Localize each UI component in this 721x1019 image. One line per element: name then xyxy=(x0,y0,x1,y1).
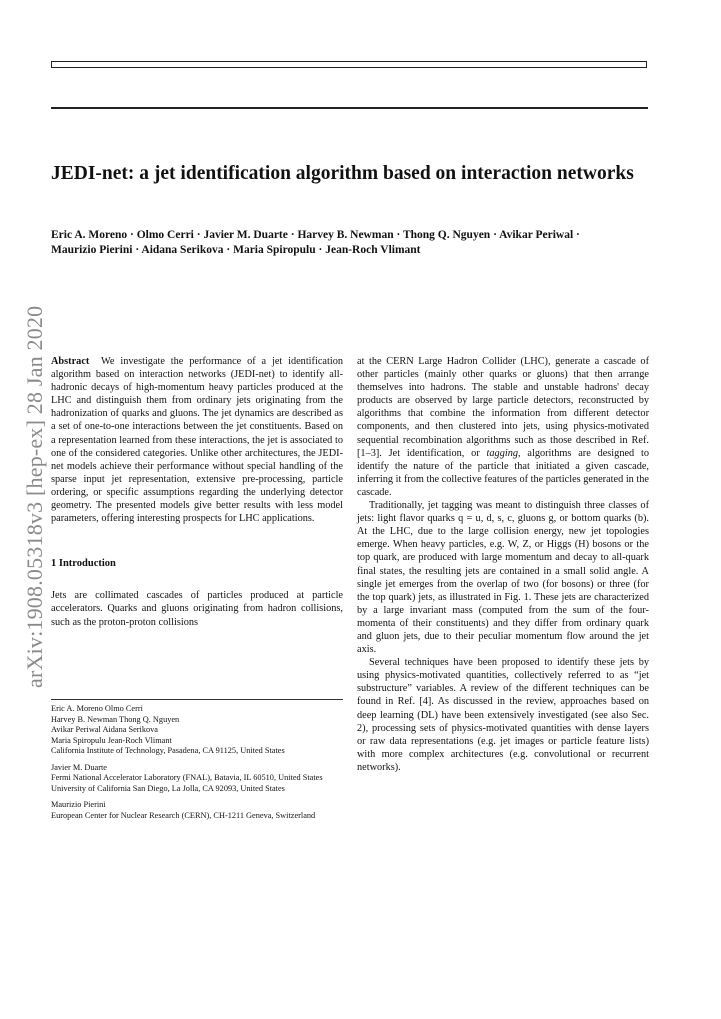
footnote-rule xyxy=(51,699,343,700)
abstract xyxy=(51,355,343,525)
affiliation-names: Avikar Periwal Aidana Serikova xyxy=(51,725,158,734)
section-heading-introduction: 1 Introduction xyxy=(51,558,116,570)
affiliation-names: Maria Spiropulu Jean-Roch Vlimant xyxy=(51,735,172,745)
affiliation-institution: University of California San Diego, La Jolla, CA 92093, United States xyxy=(51,783,285,793)
intro-text: , algorithms are designed to identify the nature of the particle that initiated a given cascade, inferring it from the collective features of the particles generated in the cascade. xyxy=(357,447,649,498)
paper-title: JEDI-net: a jet identification algorithm based on interaction networks xyxy=(51,163,634,184)
affiliation-block xyxy=(51,704,343,757)
right-column xyxy=(357,355,649,774)
header-rule xyxy=(51,107,648,109)
emphasis-tagging: tagging xyxy=(486,447,519,459)
arxiv-identifier[interactable]: arXiv:1908.05318v3 [hep-ex] 28 Jan 2020 xyxy=(22,305,47,688)
intro-paragraph-2: Traditionally, jet tagging was meant to distinguish three classes of jets: light flavor quarks q = u, d, s, c, gluons g, or bottom quarks (b). At the LHC, due to the large collision energy, new jet topologies emerge. When heavy particles, e.g. W, Z, or Higgs (H) bosons or the top quark, are produced with large momentum and decay to all-quark final states, the resulting jets are contained in a small solid angle. A single jet emerges from the overlap of two (for bosons) or three (for the top quark) jets, as illustrated in Fig. 1. These jets are characterized by a large invariant mass (computed from the sum of the four-momenta of their constituents) and they differ from ordinary quark and gluon jets, due to their peculiar momentum flow around the jet axis. xyxy=(357,500,649,656)
affiliation-names: Eric A. Moreno Olmo Cerri xyxy=(51,704,143,713)
affiliation-institution: Fermi National Accelerator Laboratory (FNAL), Batavia, IL 60510, United States xyxy=(51,773,323,782)
intro-text: at the CERN Large Hadron Collider (LHC), generate a cascade of other particles (mainly other quarks or gluons) that then arrange themselves into hadrons. The stable and unstable hadrons' decay products are observed by large particle detectors, reconstructed by algorithms that combine the information from different detector components, and then clustered into jets, using physics-motivated sequential recombination algorithms such as those described in Ref. [1–3]. Jet identification, or xyxy=(357,356,649,459)
intro-paragraph-left: Jets are collimated cascades of particles produced at particle accelerators. Quarks and gluons originating from hadron collisions, such as the proton-proton collisions xyxy=(51,590,343,628)
abstract-label: Abstract xyxy=(51,356,90,367)
intro-paragraph-1 xyxy=(357,355,649,499)
abstract-text: We investigate the performance of a jet identification algorithm based on interaction networks (JEDI-net) to identify all-hadronic decays of high-momentum heavy particles produced at the LHC and distinguish them from ordinary jets originating from the hadronization of quarks and gluons. The jet dynamics are described as a set of one-to-one interactions between the jet constituents. Based on a representation learned from these interactions, the jet is associated to one of the considered categories. Unlike other architectures, the JEDI-net models achieve their performance without special handling of the sparse input jet representation, extensive pre-processing, particle ordering, or specific assumptions regarding the underlying detector geometry. The presented models give better results with less model parameters, offering interesting prospects for LHC applications. xyxy=(51,356,343,525)
intro-paragraph-3: Several techniques have been proposed to identify these jets by using physics-motivated quantities, collectively referred to as “jet substructure” variables. A review of the different techniques can be found in Ref. [4]. As discussed in the review, approaches based on deep learning (DL) have been extensively investigated (see also Sec. 2), processing sets of physics-motivated quantities with dense layers or raw data representations (e.g. jet images or particle feature lists) with more complex architectures (e.g. convolutional or recurrent networks). xyxy=(357,657,649,773)
author-list: Eric A. Moreno · Olmo Cerri · Javier M. Duarte · Harvey B. Newman · Thong Q. Nguyen · Avikar Periwal · Maurizio Pierini · Aidana Serikova · Maria Spiropulu · Jean-Roch Vlimant xyxy=(51,229,580,256)
affiliation-institution: California Institute of Technology, Pasadena, CA 91125, United States xyxy=(51,746,285,755)
affiliation-institution: European Center for Nuclear Research (CERN), CH-1211 Geneva, Switzerland xyxy=(51,810,316,820)
author-affiliations xyxy=(51,704,343,827)
affiliation-names: Javier M. Duarte xyxy=(51,762,107,772)
affiliation-names: Maurizio Pierini xyxy=(51,800,106,809)
left-column xyxy=(51,355,343,629)
affiliation-block xyxy=(51,800,343,821)
affiliation-names: Harvey B. Newman Thong Q. Nguyen xyxy=(51,714,180,724)
affiliation-block xyxy=(51,763,343,795)
header-box xyxy=(51,61,647,68)
